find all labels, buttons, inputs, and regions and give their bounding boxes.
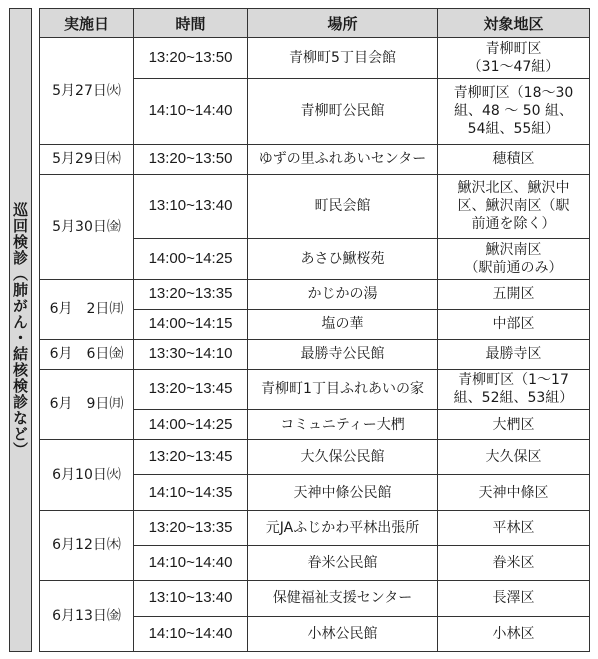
time-cell: 13:20~13:45 [134, 440, 248, 475]
area-cell: 大久保区 [438, 440, 590, 475]
area-cell: 鰍沢北区、鰍沢中 区、鰍沢南区（駅 前通を除く） [438, 174, 590, 238]
side-label-box [9, 8, 32, 652]
header-date: 実施日 [40, 9, 134, 38]
place-cell: 青柳町5丁目会館 [248, 38, 438, 79]
place-cell: 天神中條公民館 [248, 475, 438, 510]
time-cell: 14:00~14:15 [134, 309, 248, 339]
date-cell: 6月 9日㈪ [40, 369, 134, 440]
area-cell: 青柳町区（1〜17 組、52組、53組） [438, 369, 590, 410]
time-cell: 14:10~14:40 [134, 616, 248, 651]
place-cell: 保健福祉支援センター [248, 581, 438, 616]
table-row [40, 440, 590, 475]
table-row [40, 144, 590, 174]
area-cell: 青柳町区 （31〜47組） [438, 38, 590, 79]
header-row [40, 9, 590, 38]
schedule-table [39, 8, 590, 652]
table-row [40, 279, 590, 309]
place-cell: 小林公民館 [248, 616, 438, 651]
area-cell: 鰍沢南区 （駅前通のみ） [438, 239, 590, 280]
place-cell: 塩の華 [248, 309, 438, 339]
place-cell: ゆずの里ふれあいセンター [248, 144, 438, 174]
area-cell: 眷米区 [438, 545, 590, 580]
time-cell: 13:20~13:35 [134, 279, 248, 309]
area-cell: 最勝寺区 [438, 339, 590, 369]
header-place: 場所 [248, 9, 438, 38]
time-cell: 13:20~13:50 [134, 38, 248, 79]
area-cell: 中部区 [438, 309, 590, 339]
date-cell: 5月30日㈮ [40, 174, 134, 279]
time-cell: 13:10~13:40 [134, 174, 248, 238]
place-cell: 元JAふじかわ平林出張所 [248, 510, 438, 545]
time-cell: 13:20~13:50 [134, 144, 248, 174]
area-cell: 天神中條区 [438, 475, 590, 510]
header-area: 対象地区 [438, 9, 590, 38]
date-cell: 6月12日㈭ [40, 510, 134, 581]
time-cell: 14:00~14:25 [134, 239, 248, 280]
area-cell: 平林区 [438, 510, 590, 545]
place-cell: 青柳町1丁目ふれあいの家 [248, 369, 438, 410]
table-row [40, 174, 590, 238]
table-row [40, 38, 590, 79]
area-cell: 穂積区 [438, 144, 590, 174]
area-cell: 五開区 [438, 279, 590, 309]
schedule-body [40, 38, 590, 652]
side-label: 巡回検診（肺がん・結核検診など） [11, 202, 29, 458]
date-cell: 6月13日㈮ [40, 581, 134, 652]
area-cell: 小林区 [438, 616, 590, 651]
date-cell: 6月10日㈫ [40, 440, 134, 511]
area-cell: 長澤区 [438, 581, 590, 616]
place-cell: あさひ鰍桜苑 [248, 239, 438, 280]
place-cell: 最勝寺公民館 [248, 339, 438, 369]
time-cell: 13:20~13:45 [134, 369, 248, 410]
area-cell: 大椚区 [438, 410, 590, 440]
time-cell: 14:10~14:40 [134, 545, 248, 580]
place-cell: かじかの湯 [248, 279, 438, 309]
place-cell: コミュニティー大椚 [248, 410, 438, 440]
time-cell: 13:20~13:35 [134, 510, 248, 545]
table-row [40, 369, 590, 410]
header-time: 時間 [134, 9, 248, 38]
date-cell: 5月29日㈭ [40, 144, 134, 174]
time-cell: 14:10~14:35 [134, 475, 248, 510]
time-cell: 13:30~14:10 [134, 339, 248, 369]
time-cell: 14:00~14:25 [134, 410, 248, 440]
time-cell: 14:10~14:40 [134, 78, 248, 144]
table-row [40, 510, 590, 545]
schedule-container [9, 8, 589, 652]
place-cell: 青柳町公民館 [248, 78, 438, 144]
place-cell: 町民会館 [248, 174, 438, 238]
place-cell: 大久保公民館 [248, 440, 438, 475]
time-cell: 13:10~13:40 [134, 581, 248, 616]
date-cell: 5月27日㈫ [40, 38, 134, 145]
date-cell: 6月 2日㈪ [40, 279, 134, 339]
date-cell: 6月 6日㈮ [40, 339, 134, 369]
table-row [40, 581, 590, 616]
area-cell: 青柳町区（18〜30 組、48 〜 50 組、 54組、55組） [438, 78, 590, 144]
place-cell: 眷米公民館 [248, 545, 438, 580]
table-row [40, 339, 590, 369]
